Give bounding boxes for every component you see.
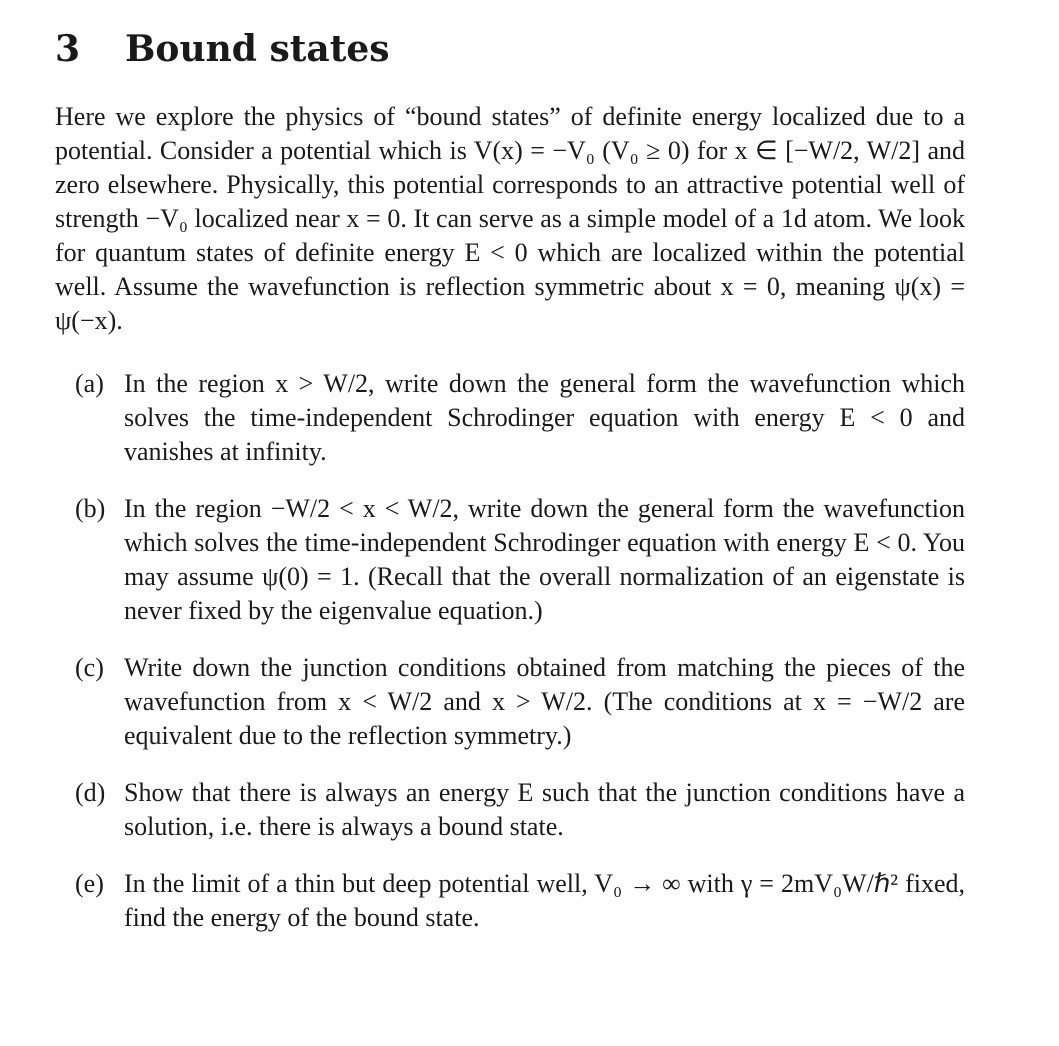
problem-part-e [55, 867, 965, 935]
part-text: Write down the junction conditions obtained from matching the pieces of the wavefunction from x < W/2 and x > W/2. (The conditions at x = −W/2 are equivalent due to the reflection symmetry.) [124, 653, 965, 750]
part-label: (c) [75, 653, 104, 682]
problem-part-b [55, 492, 965, 628]
part-label: (b) [75, 494, 106, 523]
part-text: In the region −W/2 < x < W/2, write down the general form the wavefunction which solves the time-independent Schrodinger equation with energy E < 0. You may assume ψ(0) = 1. (Recall that the overall normalization of an eigenstate is never fixed by the eigenvalue equation.) [124, 494, 965, 625]
intro-paragraph: Here we explore the physics of “bound states” of definite energy localized due to a potential. Consider a potential which is V(x) = −V₀ (V₀ ≥ 0) for x ∈ [−W/2, W/2] and zero elsewhere. Physically, this potential corresponds to an attractive potential well of strength −V₀ localized near x = 0. It can serve as a simple model of a 1d atom. We look for quantum states of definite energy E < 0 which are localized within the potential well. Assume the wavefunction is reflection symmetric about x = 0, meaning ψ(x) = ψ(−x). [55, 102, 965, 335]
part-text: In the limit of a thin but deep potential well, V₀ → ∞ with γ = 2mV₀W/ℏ² fixed, find the energy of the bound state. [124, 869, 965, 932]
part-text: Show that there is always an energy E such that the junction conditions have a solution, i.e. there is always a bound state. [124, 778, 965, 841]
section-number: 3 [55, 28, 81, 70]
problem-parts-list [55, 367, 965, 958]
section-heading [55, 28, 390, 70]
section-title: Bound states [125, 28, 390, 70]
part-label: (d) [75, 778, 106, 807]
part-text: In the region x > W/2, write down the general form the wavefunction which solves the time-independent Schrodinger equation with energy E < 0 and vanishes at infinity. [124, 369, 965, 466]
problem-part-a [55, 367, 965, 469]
part-label: (e) [75, 869, 104, 898]
problem-part-c [55, 651, 965, 753]
problem-part-d [55, 776, 965, 844]
part-label: (a) [75, 369, 104, 398]
